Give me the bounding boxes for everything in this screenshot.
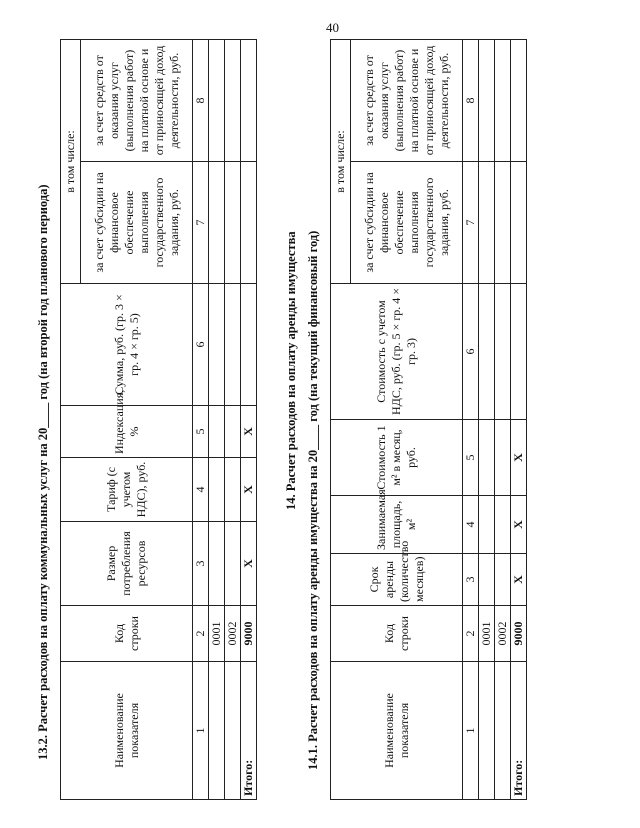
data-cell[interactable]	[209, 40, 225, 162]
total-row	[241, 40, 257, 800]
column-number: 8	[193, 40, 209, 162]
data-cell[interactable]	[479, 554, 495, 606]
total-code: 9000	[241, 606, 257, 662]
data-cell[interactable]	[225, 40, 241, 162]
column-number: 3	[463, 554, 479, 606]
column-number: 4	[463, 496, 479, 554]
row-name-cell[interactable]	[209, 662, 225, 800]
column-number: 7	[193, 162, 209, 284]
data-cell[interactable]	[511, 162, 527, 284]
column-number: 8	[463, 40, 479, 162]
column-number: 4	[193, 458, 209, 522]
column-number: 5	[463, 420, 479, 496]
col-cost-m2-header: Стоимость 1 м² в месяц, руб.	[331, 420, 463, 496]
row-name-cell[interactable]	[495, 662, 511, 800]
table-13-2	[60, 39, 257, 800]
rotated-page-content	[30, 40, 630, 800]
section-14-1-title: 14.1. Расчет расходов на оплату аренды имущества на 20____ год (на текущий финансовый год)	[306, 230, 320, 770]
col-paid-header: за счет средств от оказания услуг (выполнения работ) на платной основе и от приносящей доход деятельности, руб.	[81, 40, 193, 162]
col-paid-header: за счет средств от оказания услуг (выполнения работ) на платной основе и от приносящей доход деятельности, руб.	[351, 40, 463, 162]
col-index-header: Индексация, %	[61, 406, 193, 458]
data-cell[interactable]	[209, 284, 225, 406]
table-14-1	[330, 39, 527, 800]
column-number: 2	[463, 606, 479, 662]
col-group-header: в том числе:	[61, 40, 81, 284]
col-subsidy-header: за счет субсидии на финансовое обеспечение выполнения государственного задания, руб.	[351, 162, 463, 284]
column-number: 1	[463, 662, 479, 800]
data-cell[interactable]	[495, 40, 511, 162]
data-cell[interactable]	[241, 284, 257, 406]
data-cell[interactable]	[225, 406, 241, 458]
column-number: 6	[193, 284, 209, 406]
col-term-header: Срок аренды (количество месяцев)	[331, 554, 463, 606]
col-code-header: Код строки	[61, 606, 193, 662]
data-cell[interactable]	[225, 522, 241, 606]
data-cell[interactable]	[241, 162, 257, 284]
data-cell[interactable]	[479, 162, 495, 284]
col-name-header: Наименование показателя	[331, 662, 463, 800]
row-code-cell: 0002	[495, 606, 511, 662]
x-mark-cell: X	[241, 458, 257, 522]
col-tariff-header: Тариф (с учетом НДС), руб.	[61, 458, 193, 522]
row-name-cell[interactable]	[479, 662, 495, 800]
total-label: Итого:	[241, 662, 257, 800]
row-code-cell: 0001	[209, 606, 225, 662]
total-row	[511, 40, 527, 800]
column-number: 7	[463, 162, 479, 284]
col-consumption-header: Размер потребления ресурсов	[61, 522, 193, 606]
column-number: 2	[193, 606, 209, 662]
section-14-title: 14. Расчет расходов на оплату аренды имущества	[284, 231, 298, 510]
data-cell[interactable]	[479, 284, 495, 420]
col-sum-header: Сумма, руб. (гр. 3 × гр. 4 × гр. 5)	[61, 284, 193, 406]
data-cell[interactable]	[225, 458, 241, 522]
data-cell[interactable]	[495, 162, 511, 284]
column-number: 1	[193, 662, 209, 800]
data-cell[interactable]	[511, 40, 527, 162]
row-code-cell: 0002	[225, 606, 241, 662]
data-cell[interactable]	[495, 496, 511, 554]
data-cell[interactable]	[209, 458, 225, 522]
col-group-header: в том числе:	[331, 40, 351, 284]
table-row	[479, 40, 495, 800]
col-area-header: Занимаемая площадь, м²	[331, 496, 463, 554]
data-cell[interactable]	[479, 420, 495, 496]
col-name-header: Наименование показателя	[61, 662, 193, 800]
table-row	[209, 40, 225, 800]
section-13-2-title: 13.2. Расчет расходов на оплату коммунальных услуг на 20____ год (на второй год планового периода)	[36, 184, 50, 760]
total-code: 9000	[511, 606, 527, 662]
data-cell[interactable]	[479, 496, 495, 554]
table-row	[495, 40, 511, 800]
x-mark-cell: X	[241, 406, 257, 458]
column-number: 6	[463, 284, 479, 420]
total-label: Итого:	[511, 662, 527, 800]
row-name-cell[interactable]	[225, 662, 241, 800]
data-cell[interactable]	[511, 284, 527, 420]
table-row	[225, 40, 241, 800]
x-mark-cell: X	[511, 554, 527, 606]
data-cell[interactable]	[495, 420, 511, 496]
data-cell[interactable]	[209, 522, 225, 606]
x-mark-cell: X	[241, 522, 257, 606]
page-number: 40	[326, 20, 339, 35]
data-cell[interactable]	[241, 40, 257, 162]
x-mark-cell: X	[511, 496, 527, 554]
data-cell[interactable]	[225, 162, 241, 284]
x-mark-cell: X	[511, 420, 527, 496]
data-cell[interactable]	[225, 284, 241, 406]
col-subsidy-header: за счет субсидии на финансовое обеспечение выполнения государственного задания, руб.	[81, 162, 193, 284]
col-cost-header: Стоимость с учетом НДС, руб. (гр. 5 × гр. 4 × гр. 3)	[331, 284, 463, 420]
column-number: 3	[193, 522, 209, 606]
row-code-cell: 0001	[479, 606, 495, 662]
column-number: 5	[193, 406, 209, 458]
data-cell[interactable]	[495, 554, 511, 606]
data-cell[interactable]	[209, 162, 225, 284]
data-cell[interactable]	[209, 406, 225, 458]
data-cell[interactable]	[479, 40, 495, 162]
data-cell[interactable]	[495, 284, 511, 420]
col-code-header: Код строки	[331, 606, 463, 662]
